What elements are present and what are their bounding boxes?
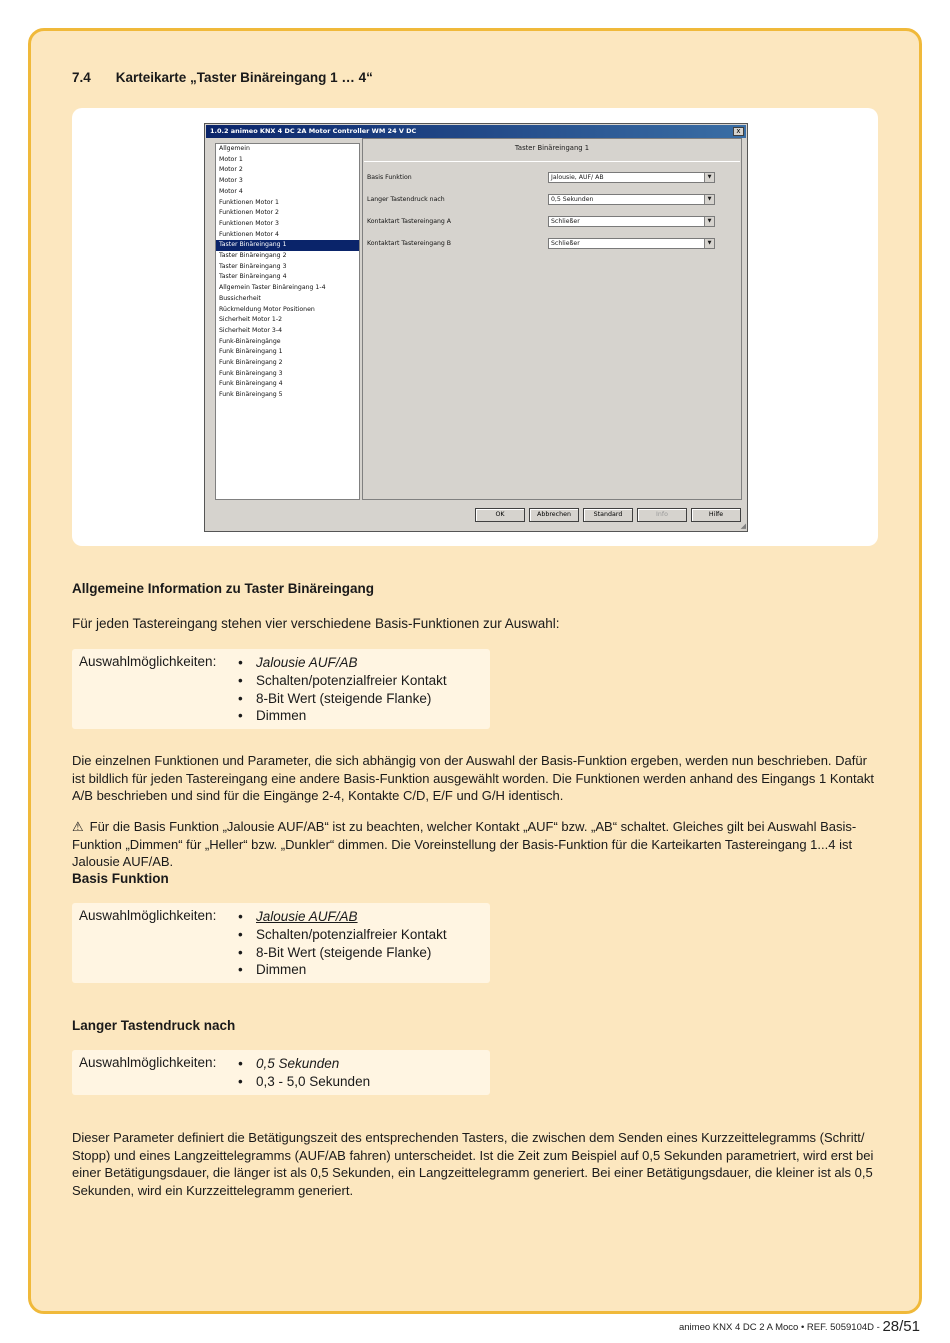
options-box-basis-funktion — [72, 903, 490, 983]
options-list — [238, 1055, 370, 1091]
select-value: Schließer — [551, 218, 580, 225]
resize-grip-icon[interactable]: ◢ — [740, 522, 746, 530]
basis-funktion-heading: Basis Funktion — [72, 871, 169, 886]
options-label: Auswahlmöglichkeiten: — [79, 1055, 217, 1070]
option-item: • Jalousie AUF/AB — [238, 654, 447, 672]
option-item: • Dimmen — [238, 961, 447, 979]
kontaktart-a-select[interactable] — [548, 216, 715, 227]
param-label: Kontaktart Tastereingang A — [367, 218, 452, 225]
section-title: Karteikarte „Taster Binäreingang 1 … 4“ — [115, 70, 373, 85]
nav-item[interactable]: Allgemein — [219, 145, 250, 152]
nav-item[interactable]: Funk Binäreingang 1 — [219, 348, 283, 356]
nav-item[interactable]: Funktionen Motor 1 — [219, 198, 279, 206]
langer-tastendruck-heading: Langer Tastendruck nach — [72, 1018, 236, 1033]
warning-text: Für die Basis Funktion „Jalousie AUF/AB“ ist zu beachten, welcher Kontakt „AUF“ bzw. „AB“ schaltet. Gleiches gilt bei Auswahl Basis-Funktion „Dimmen“ für „Heller“ bzw. „Dunkler“ dimmen. Die Voreinstellung der Basis-Funktion für die Karteikarten Tastereingang 1...4 ist Jalousie AUF/AB. — [72, 819, 857, 870]
section-number: 7.4 — [72, 70, 91, 85]
select-value: 0,5 Sekunden — [551, 196, 594, 203]
option-item: • 0,5 Sekunden — [238, 1055, 370, 1073]
options-label: Auswahlmöglichkeiten: — [79, 654, 217, 669]
nav-item[interactable]: Funk Binäreingang 5 — [219, 391, 283, 399]
nav-item[interactable]: Sicherheit Motor 1-2 — [219, 316, 283, 324]
nav-item[interactable]: Bussicherheit — [219, 294, 261, 302]
nav-item[interactable]: Funk Binäreingang 4 — [219, 380, 283, 388]
cancel-button[interactable]: Abbrechen — [529, 508, 579, 522]
nav-item[interactable]: Rückmeldung Motor Positionen — [219, 305, 315, 313]
param-label: Kontaktart Tastereingang B — [367, 240, 452, 247]
nav-item[interactable]: Funktionen Motor 3 — [219, 219, 279, 227]
section-heading — [72, 70, 373, 85]
param-row-langer-tastendruck — [367, 194, 737, 207]
nav-item[interactable]: Motor 1 — [219, 155, 243, 163]
options-list — [238, 908, 447, 979]
nav-item[interactable]: Funk-Binäreingänge — [219, 337, 281, 345]
nav-item[interactable]: Funk Binäreingang 3 — [219, 369, 283, 377]
param-label: Basis Funktion — [367, 174, 412, 181]
options-label: Auswahlmöglichkeiten: — [79, 908, 217, 923]
options-list — [238, 654, 447, 725]
warning-icon: ⚠ — [72, 819, 84, 834]
page-footer — [679, 1318, 920, 1335]
ok-button[interactable]: OK — [475, 508, 525, 522]
nav-item[interactable]: Funktionen Motor 4 — [219, 230, 279, 238]
option-item: • 8-Bit Wert (steigende Flanke) — [238, 690, 447, 708]
parameter-dialog — [204, 123, 748, 532]
param-row-kontaktart-b — [367, 238, 737, 251]
page-number: 28/51 — [882, 1318, 920, 1335]
help-button[interactable]: Hilfe — [691, 508, 741, 522]
kontaktart-b-select[interactable] — [548, 238, 715, 249]
chevron-down-icon[interactable]: ▼ — [704, 239, 714, 248]
nav-item[interactable]: Motor 4 — [219, 187, 243, 195]
close-button[interactable]: x — [733, 127, 744, 136]
pane-divider — [364, 161, 740, 162]
dialog-title: 1.0.2 animeo KNX 4 DC 2A Motor Controller WM 24 V DC — [210, 127, 417, 135]
nav-item[interactable]: Taster Binäreingang 3 — [219, 262, 287, 270]
nav-item[interactable]: Taster Binäreingang 1 — [216, 240, 359, 251]
chevron-down-icon[interactable]: ▼ — [704, 217, 714, 226]
nav-item[interactable]: Funk Binäreingang 2 — [219, 359, 283, 367]
nav-item[interactable]: Sicherheit Motor 3-4 — [219, 326, 283, 334]
select-value: Schließer — [551, 240, 580, 247]
param-row-kontaktart-a — [367, 216, 737, 229]
info-button[interactable]: Info — [637, 508, 687, 522]
nav-item[interactable]: Allgemein Taster Binäreingang 1-4 — [219, 284, 326, 292]
param-row-basis-funktion — [367, 172, 737, 185]
option-item: • Dimmen — [238, 707, 447, 725]
chevron-down-icon[interactable]: ▼ — [704, 195, 714, 204]
footer-text: animeo KNX 4 DC 2 A Moco • REF. 5059104D - — [678, 1322, 880, 1333]
nav-item[interactable]: Motor 3 — [219, 177, 243, 185]
option-item: • Schalten/potenzialfreier Kontakt — [238, 672, 447, 690]
option-item: • 0,3 - 5,0 Sekunden — [238, 1073, 370, 1091]
option-item: • Schalten/potenzialfreier Kontakt — [238, 926, 447, 944]
langer-tastendruck-select[interactable] — [548, 194, 715, 205]
options-box-general — [72, 649, 490, 729]
param-label: Langer Tastendruck nach — [367, 196, 445, 203]
standard-button[interactable]: Standard — [583, 508, 633, 522]
options-box-langer-tastendruck — [72, 1050, 490, 1095]
nav-item[interactable]: Funktionen Motor 2 — [219, 209, 279, 217]
warning-paragraph — [72, 818, 882, 871]
dialog-titlebar — [206, 125, 746, 138]
pane-title: Taster Binäreingang 1 — [514, 144, 590, 152]
option-item: • 8-Bit Wert (steigende Flanke) — [238, 944, 447, 962]
nav-item[interactable]: Taster Binäreingang 2 — [219, 252, 287, 260]
parameter-pane — [362, 138, 742, 500]
general-info-intro: Für jeden Tastereingang stehen vier verschiedene Basis-Funktionen zur Auswahl: — [72, 616, 560, 631]
basis-funktion-select[interactable] — [548, 172, 715, 183]
parameter-tab-list — [215, 143, 360, 500]
langer-tastendruck-paragraph: Dieser Parameter definiert die Betätigungszeit des entsprechenden Tasters, die zwischen dem Senden eines Kurzzeittelegramms (Schritt/ Stopp) und eines Langzeittelegramms (AUF/AB fahren) unterscheidet. Ist die Zeit zum Beispiel auf 0,5 Sekunden parametriert, wird erst bei einer Betätigungsdauer, die länger ist als 0,5 Sekunden, ein Langzeittelegramm generiert. Bei einer Betätigungsdauer, die kleiner ist als 0,5 Sekunden, wird ein Kurzzeittelegramm generiert. — [72, 1130, 874, 1199]
select-value: Jalousie, AUF/ AB — [551, 174, 604, 181]
option-item: • Jalousie AUF/AB — [238, 908, 447, 926]
nav-item[interactable]: Motor 2 — [219, 166, 243, 174]
nav-item[interactable]: Taster Binäreingang 4 — [219, 273, 287, 281]
general-info-paragraph: Die einzelnen Funktionen und Parameter, die sich abhängig von der Auswahl der Basis-Funktion ergeben, werden nun beschrieben. Dafür ist bildlich für jeden Tastereingang eine andere Basis-Funktion ausgewählt worden. Die Funktionen werden anhand des Eingangs 1 Kontakt A/B beschrieben und sind für die Eingänge 2-4, Kontakte C/D, E/F und G/H identisch. — [72, 753, 874, 804]
general-info-heading: Allgemeine Information zu Taster Binäreingang — [72, 581, 375, 596]
chevron-down-icon[interactable]: ▼ — [704, 173, 714, 182]
